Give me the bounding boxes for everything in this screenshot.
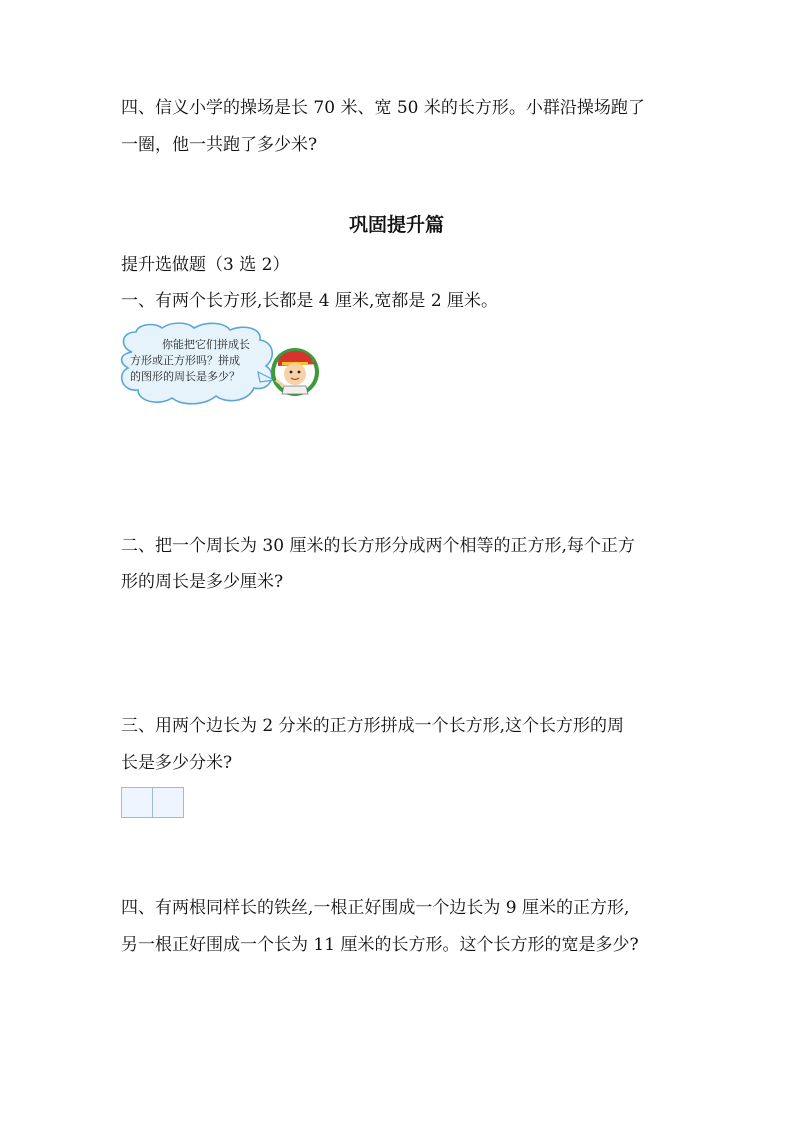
subsection-label: 提升选做题（3 选 2）	[121, 255, 290, 275]
question-4-line1: 四、有两根同样长的铁丝,一根正好围成一个边长为 9 厘米的正方形,	[121, 898, 630, 918]
question-2-line1: 二、把一个周长为 30 厘米的长方形分成两个相等的正方形,每个正方	[121, 536, 635, 556]
intro-problem-line1: 四、信义小学的操场是长 70 米、宽 50 米的长方形。小群沿操场跑了	[121, 98, 645, 118]
square-left	[121, 787, 153, 818]
bubble-line2: 方形或正方形吗？拼成	[130, 354, 240, 367]
speech-illustration	[118, 322, 323, 408]
question-2-line2: 形的周长是多少厘米?	[121, 572, 284, 592]
question-1-line1: 一、有两个长方形,长都是 4 厘米,宽都是 2 厘米。	[121, 291, 499, 311]
bubble-line1: 你能把它们拼成长	[162, 338, 250, 351]
cloud-speech-bubble	[118, 322, 323, 408]
square-right	[152, 787, 184, 818]
question-3-line2: 长是多少分米?	[121, 753, 233, 773]
question-4-line2: 另一根正好围成一个长为 11 厘米的长方形。这个长方形的宽是多少?	[121, 935, 639, 955]
two-squares-figure	[121, 787, 184, 818]
boy-cartoon-icon	[271, 348, 319, 396]
bubble-line3: 的图形的周长是多少？	[130, 370, 240, 383]
question-3-line1: 三、用两个边长为 2 分米的正方形拼成一个长方形,这个长方形的周	[121, 716, 625, 736]
section-title: 巩固提升篇	[348, 214, 444, 236]
intro-problem-line2: 一圈，他一共跑了多少米?	[121, 135, 318, 155]
